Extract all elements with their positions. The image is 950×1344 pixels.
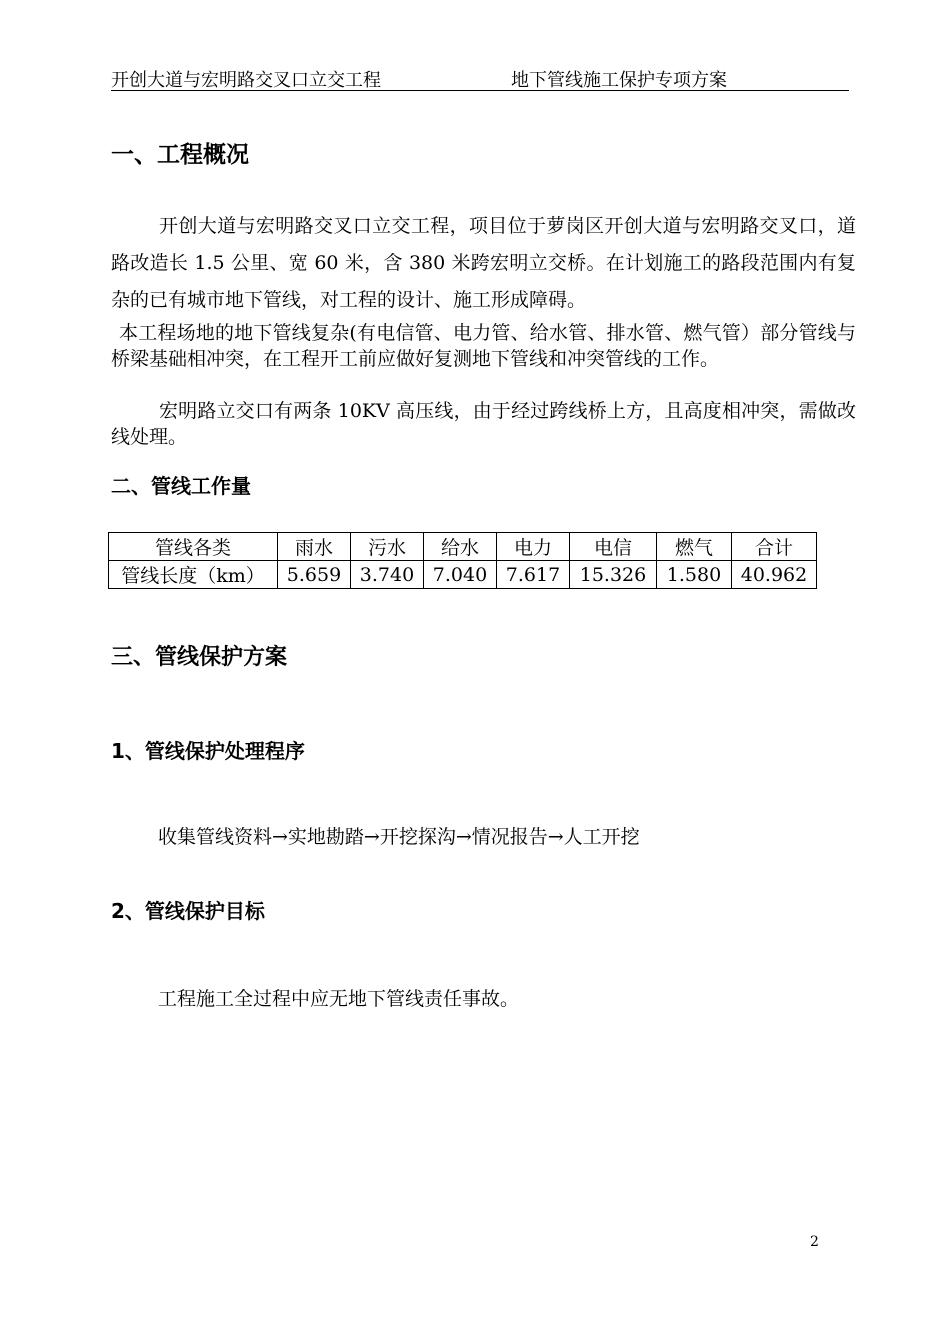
table-header-row	[109, 533, 817, 561]
section-1-paragraph-1: 开创大道与宏明路交叉口立交工程，项目位于萝岗区开创大道与宏明路交叉口，道路改造长 1.5 公里、宽 60 米，含 380 米跨宏明立交桥。在计划施工的路段范围内有复杂的已有城市地下管线，对工程的设计、施工形成障碍。	[111, 215, 856, 311]
table-cell: 1.580	[657, 561, 732, 589]
protection-goal-text: 工程施工全过程中应无地下管线责任事故。	[158, 988, 520, 1010]
section-1-paragraph-3: 宏明路立交口有两条 10KV 高压线，由于经过跨线桥上方，且高度相冲突，需做改线处理。	[111, 400, 856, 448]
table-cell: 3.740	[351, 561, 424, 589]
table-header-cell: 污水	[351, 533, 424, 561]
header-document-title: 地下管线施工保护专项方案	[511, 70, 727, 91]
table-cell: 15.326	[570, 561, 657, 589]
table-cell: 7.617	[497, 561, 570, 589]
table-cell: 管线长度（km）	[109, 561, 278, 589]
table-row	[109, 561, 817, 589]
table-cell: 5.659	[278, 561, 351, 589]
procedure-flow-text: 收集管线资料→实地勘踏→开挖探沟→情况报告→人工开挖	[158, 826, 640, 848]
table-cell: 7.040	[424, 561, 497, 589]
table-header-cell: 管线各类	[109, 533, 278, 561]
table-header-cell: 电力	[497, 533, 570, 561]
table-header-cell: 给水	[424, 533, 497, 561]
table-header-cell: 合计	[732, 533, 817, 561]
section-2-title: 二、管线工作量	[111, 474, 251, 498]
header-project-title: 开创大道与宏明路交叉口立交工程	[111, 70, 381, 91]
section-3-2-title: 2、管线保护目标	[111, 899, 265, 923]
section-3-title: 三、管线保护方案	[111, 645, 288, 670]
pipeline-workload-table	[108, 532, 817, 589]
table-cell: 40.962	[732, 561, 817, 589]
section-1-paragraph-2: 本工程场地的地下管线复杂(有电信管、电力管、给水管、排水管、燃气管）部分管线与桥梁基础相冲突，在工程开工前应做好复测地下管线和冲突管线的工作。	[111, 322, 856, 370]
section-3-1-title: 1、管线保护处理程序	[111, 739, 305, 763]
table-header-cell: 电信	[570, 533, 657, 561]
section-1-title: 一、工程概况	[111, 142, 249, 168]
page-header	[111, 64, 849, 91]
table-header-cell: 燃气	[657, 533, 732, 561]
table-header-cell: 雨水	[278, 533, 351, 561]
page-number: 2	[810, 1234, 819, 1250]
